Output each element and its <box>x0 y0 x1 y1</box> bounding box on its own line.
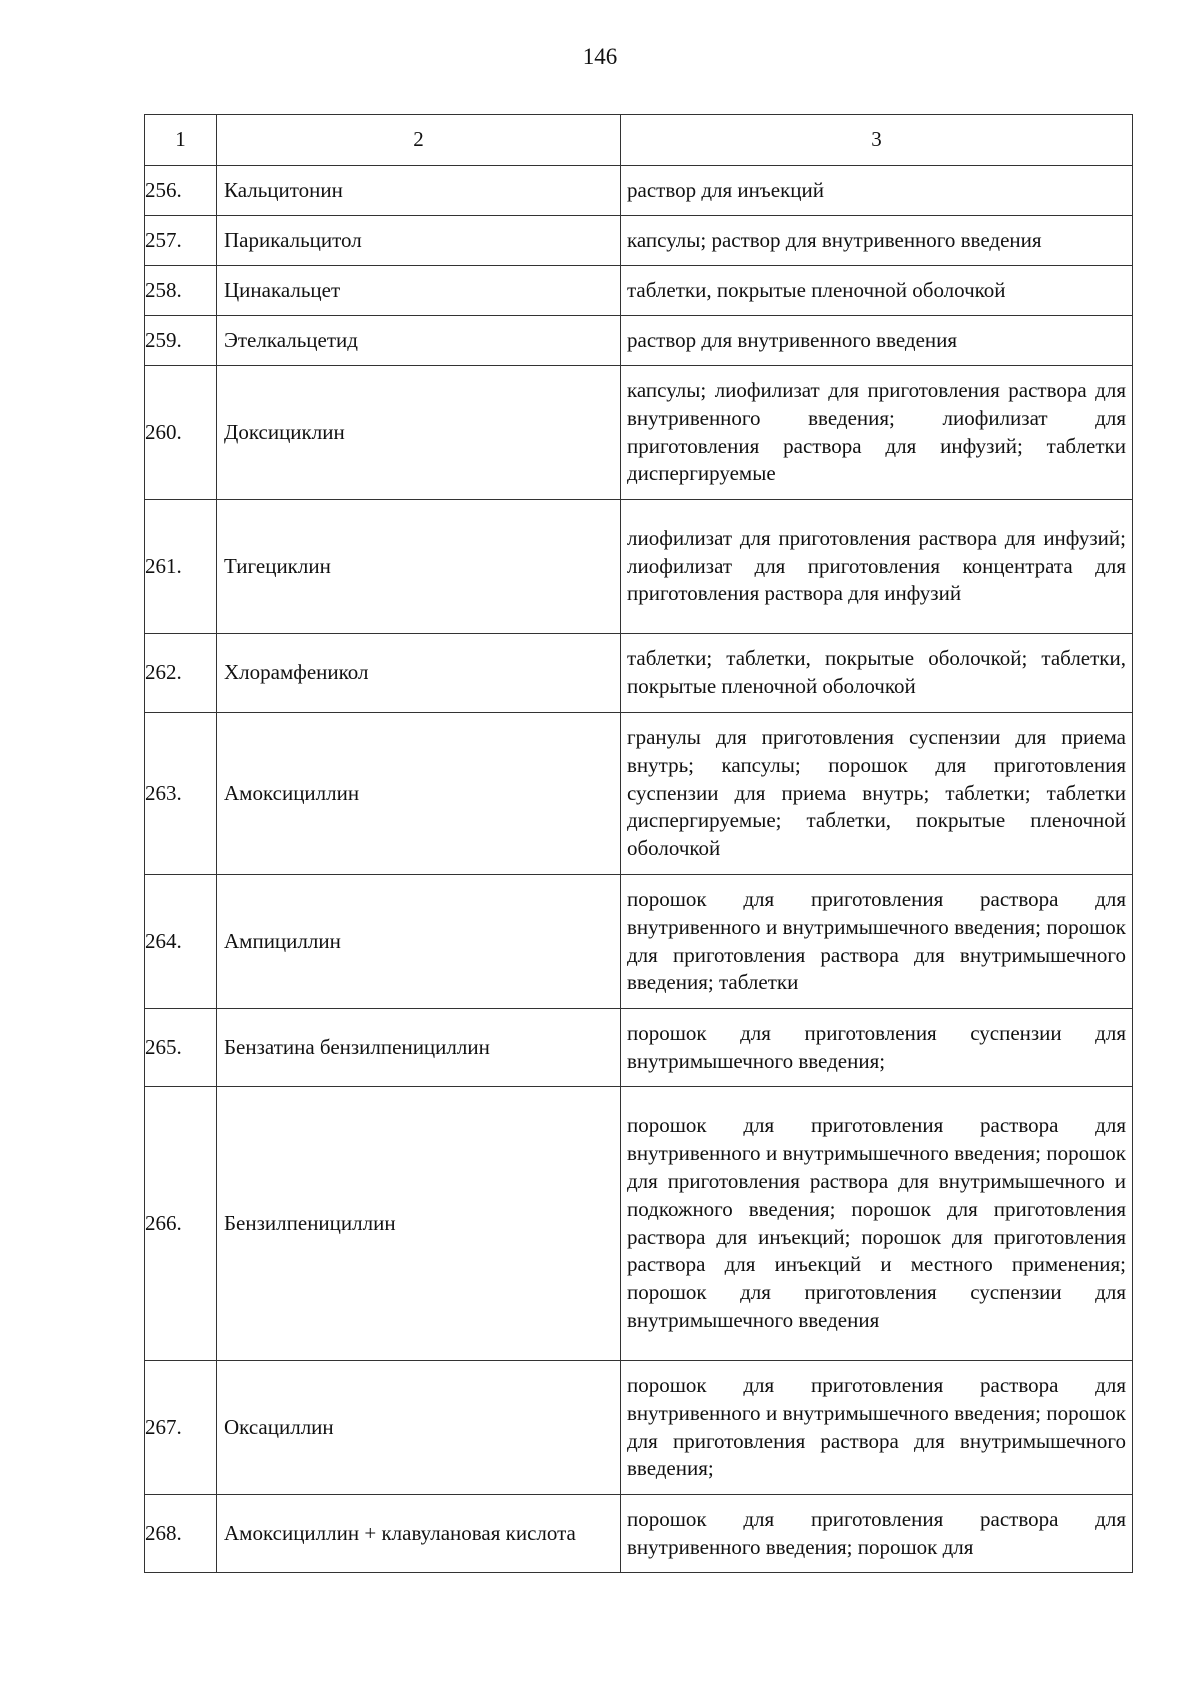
table-row <box>145 216 1133 266</box>
row-number: 258. <box>145 266 217 316</box>
dosage-form: таблетки, покрытые пленочной оболочкой <box>621 266 1133 316</box>
table-row <box>145 713 1133 875</box>
row-number: 260. <box>145 366 217 500</box>
dosage-form: капсулы; лиофилизат для приготовления раствора для внутривенного введения; лиофилизат для приготовления раствора для инфузий; таблетки диспергируемые <box>621 366 1133 500</box>
drug-table <box>144 114 1133 1573</box>
drug-name: Бензатина бензилпенициллин <box>217 1009 621 1087</box>
drug-name: Амоксициллин <box>217 713 621 875</box>
row-number: 267. <box>145 1361 217 1495</box>
dosage-form: порошок для приготовления раствора для внутривенного и внутримышечного введения; порошок для приготовления раствора для внутримышечного введения; таблетки <box>621 875 1133 1009</box>
table-row <box>145 266 1133 316</box>
column-header-3: 3 <box>621 115 1133 166</box>
row-number: 265. <box>145 1009 217 1087</box>
row-number: 256. <box>145 166 217 216</box>
dosage-form: лиофилизат для приготовления раствора для инфузий; лиофилизат для приготовления концентрата для приготовления раствора для инфузий <box>621 500 1133 634</box>
row-number: 262. <box>145 634 217 713</box>
drug-name: Тигециклин <box>217 500 621 634</box>
drug-name: Цинакальцет <box>217 266 621 316</box>
dosage-form: порошок для приготовления раствора для внутривенного и внутримышечного введения; порошок для приготовления раствора для внутримышечного введения; <box>621 1361 1133 1495</box>
table-row <box>145 634 1133 713</box>
table-row <box>145 875 1133 1009</box>
dosage-form: гранулы для приготовления суспензии для приема внутрь; капсулы; порошок для приготовления суспензии для приема внутрь; таблетки; таблетки диспергируемые; таблетки, покрытые пленочной оболочкой <box>621 713 1133 875</box>
table-row <box>145 1009 1133 1087</box>
dosage-form: раствор для внутривенного введения <box>621 316 1133 366</box>
page-number: 146 <box>582 44 618 69</box>
drug-name: Кальцитонин <box>217 166 621 216</box>
dosage-form: порошок для приготовления суспензии для внутримышечного введения; <box>621 1009 1133 1087</box>
drug-name: Амоксициллин + клавулановая кислота <box>217 1495 621 1573</box>
column-header-2: 2 <box>217 115 621 166</box>
row-number: 261. <box>145 500 217 634</box>
table-row <box>145 1361 1133 1495</box>
dosage-form: порошок для приготовления раствора для внутривенного и внутримышечного введения; порошок для приготовления раствора для внутримышечного и подкожного введения; порошок для приготовления раствора для инъекций; порошок для приготовления раствора для инъекций и местного применения; порошок для приготовления суспензии для внутримышечного введения <box>621 1087 1133 1361</box>
row-number: 259. <box>145 316 217 366</box>
row-number: 264. <box>145 875 217 1009</box>
table-row <box>145 1495 1133 1573</box>
drug-name: Ампициллин <box>217 875 621 1009</box>
row-number: 266. <box>145 1087 217 1361</box>
table-row <box>145 366 1133 500</box>
drug-name: Бензилпенициллин <box>217 1087 621 1361</box>
table-row <box>145 500 1133 634</box>
drug-name: Парикальцитол <box>217 216 621 266</box>
drug-name: Доксициклин <box>217 366 621 500</box>
table-header-row <box>145 115 1133 166</box>
row-number: 263. <box>145 713 217 875</box>
table-row <box>145 166 1133 216</box>
dosage-form: порошок для приготовления раствора для внутривенного введения; порошок для <box>621 1495 1133 1573</box>
dosage-form: раствор для инъекций <box>621 166 1133 216</box>
row-number: 268. <box>145 1495 217 1573</box>
row-number: 257. <box>145 216 217 266</box>
table-row <box>145 316 1133 366</box>
table-row <box>145 1087 1133 1361</box>
dosage-form: таблетки; таблетки, покрытые оболочкой; таблетки, покрытые пленочной оболочкой <box>621 634 1133 713</box>
column-header-1: 1 <box>145 115 217 166</box>
drug-name: Оксациллин <box>217 1361 621 1495</box>
drug-name: Этелкальцетид <box>217 316 621 366</box>
dosage-form: капсулы; раствор для внутривенного введения <box>621 216 1133 266</box>
drug-name: Хлорамфеникол <box>217 634 621 713</box>
